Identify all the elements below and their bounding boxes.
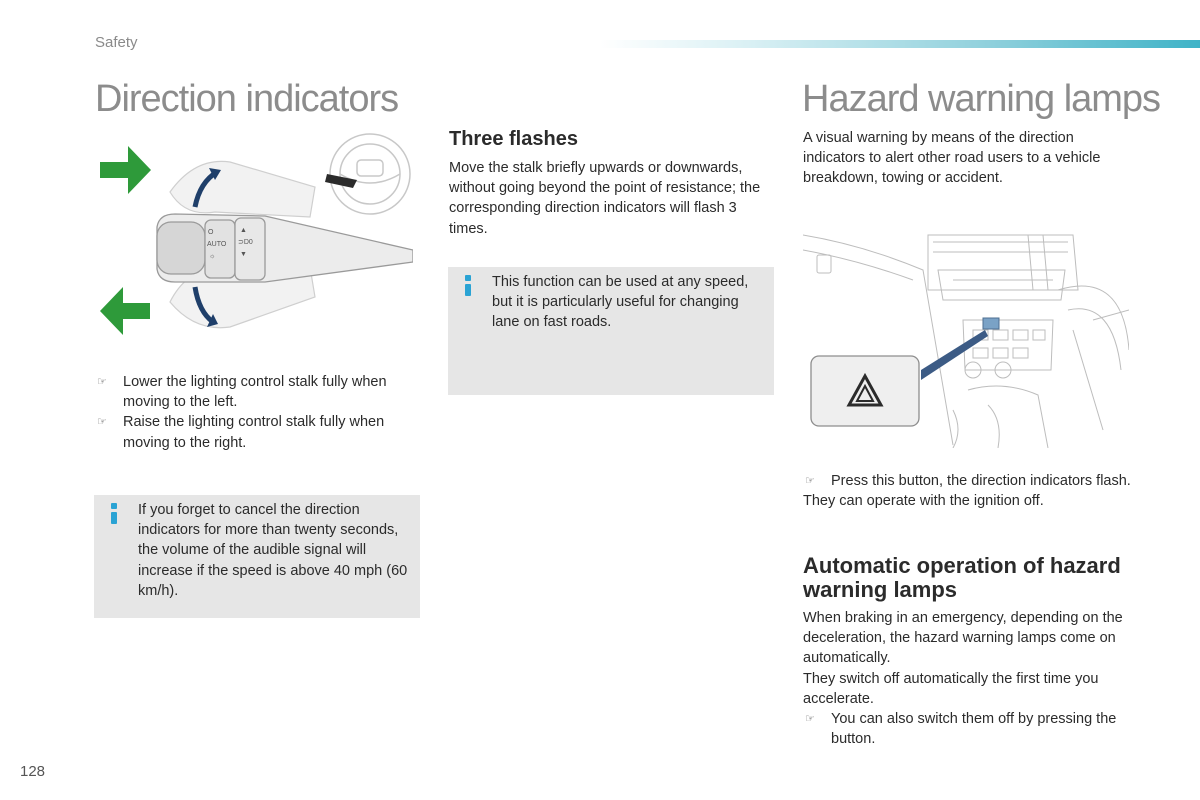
finger-pointer-icon: ☞ bbox=[97, 416, 107, 429]
svg-text:▼: ▼ bbox=[240, 251, 247, 258]
subtitle-three-flashes: Three flashes bbox=[449, 128, 578, 150]
list-item: ☞ Press this button, the direction indicators flash. bbox=[803, 471, 1133, 491]
left-arrow-icon bbox=[100, 287, 150, 335]
info-box-any-speed: This function can be used at any speed, but it is particularly useful for changing lane on fast roads. bbox=[448, 267, 774, 395]
list-item: ☞ Lower the lighting control stalk fully when moving to the left. bbox=[95, 372, 410, 412]
page-number: 128 bbox=[20, 763, 46, 780]
hazard-dashboard-illustration bbox=[803, 230, 1129, 448]
auto-paragraph-2: They switch off automatically the first time you accelerate. bbox=[803, 670, 1099, 707]
right-arrow-icon bbox=[100, 146, 151, 194]
title-direction-indicators: Direction indicators bbox=[95, 78, 399, 120]
steering-wheel-icon bbox=[330, 134, 410, 214]
list-item: ☞ Raise the lighting control stalk fully when moving to the right. bbox=[95, 412, 410, 452]
finger-pointer-icon: ☞ bbox=[805, 713, 815, 726]
finger-pointer-icon: ☞ bbox=[805, 475, 815, 487]
three-flashes-text: Move the stalk briefly upwards or downwards, without going beyond the point of resistance; the corresponding direction indicators will flash 3 times. bbox=[449, 160, 761, 237]
callout-pointer-icon bbox=[921, 330, 988, 380]
stalk-illustration bbox=[95, 132, 413, 347]
hazard-button-small-icon bbox=[983, 318, 999, 329]
info-icon bbox=[465, 284, 471, 296]
info-box-audible-signal: If you forget to cancel the direction indicators for more than twenty seconds, the volume of the audible signal will increase if the speed is above 40 mph (60 km/h). bbox=[94, 495, 420, 618]
finger-pointer-icon: ☞ bbox=[97, 376, 107, 388]
title-hazard-warning-lamps: Hazard warning lamps bbox=[802, 78, 1161, 120]
svg-text:☼: ☼ bbox=[209, 253, 216, 260]
svg-text:▲: ▲ bbox=[240, 227, 247, 234]
section-label: Safety bbox=[95, 34, 138, 51]
press-button-instruction bbox=[803, 471, 1133, 511]
list-item: ☞ You can also switch them off by pressing the button. bbox=[803, 709, 1133, 749]
stalk-instructions bbox=[95, 372, 410, 453]
svg-text:AUTO: AUTO bbox=[207, 241, 227, 248]
automatic-operation-text bbox=[803, 608, 1133, 749]
ignition-note: They can operate with the ignition off. bbox=[803, 493, 1044, 510]
svg-text:O: O bbox=[208, 229, 214, 236]
stalk-pointer-icon bbox=[325, 174, 357, 188]
subtitle-automatic-operation: Automatic operation of hazard warning lamps bbox=[803, 553, 1121, 602]
auto-paragraph-1: When braking in an emergency, depending on the deceleration, the hazard warning lamps come on automatically. bbox=[803, 610, 1123, 667]
svg-text:⊃D0: ⊃D0 bbox=[238, 239, 253, 246]
info-icon bbox=[111, 512, 117, 524]
hazard-button-zoom bbox=[811, 356, 919, 426]
header-accent-bar bbox=[600, 40, 1200, 48]
hazard-intro-text: A visual warning by means of the direction indicators to alert other road users to a vehicle breakdown, towing or accident. bbox=[803, 130, 1101, 187]
